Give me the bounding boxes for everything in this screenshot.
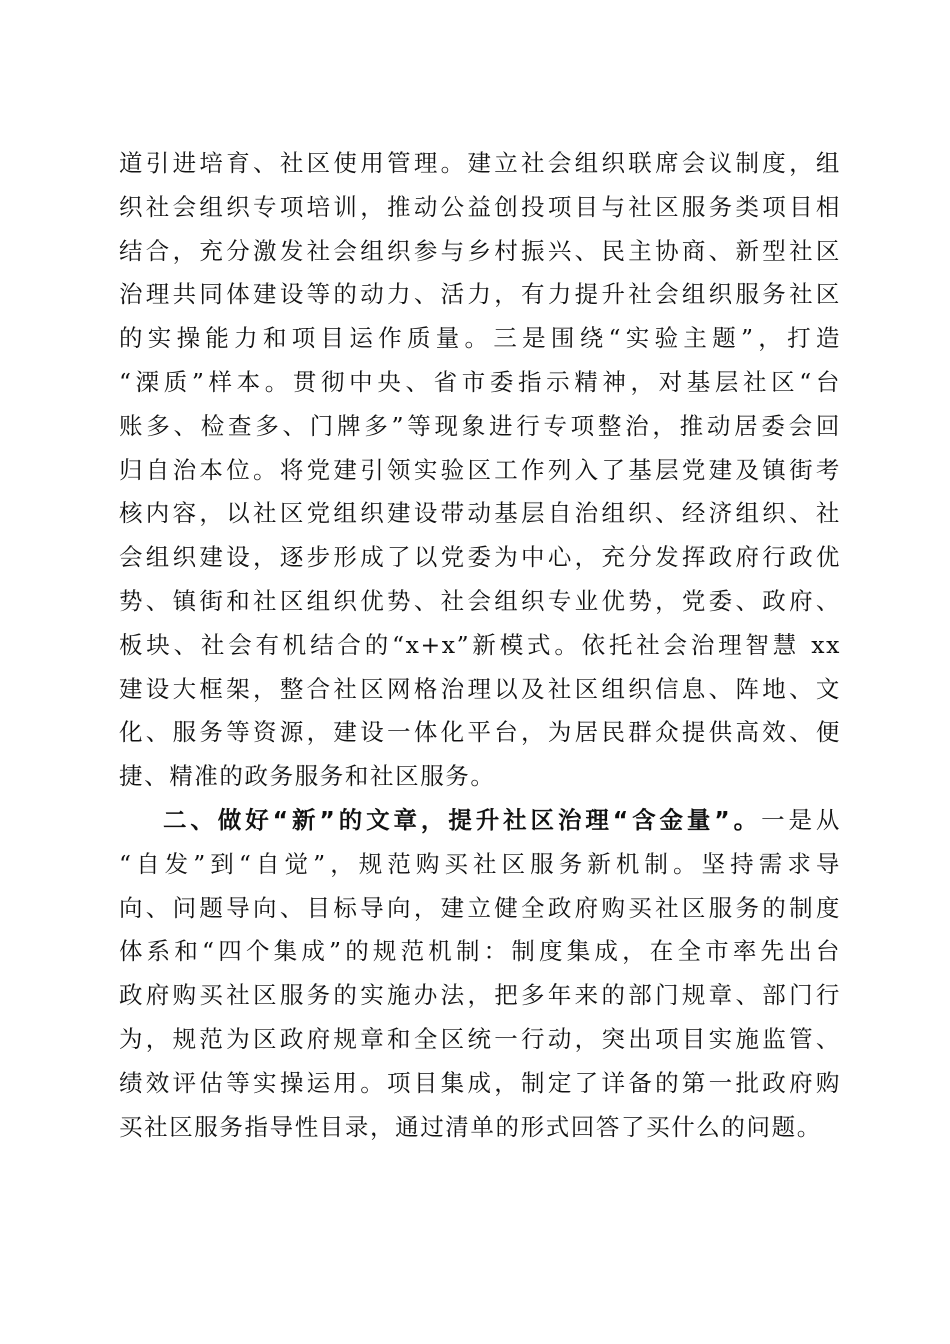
paragraph-line: 板块、社会有机结合的“x+x”新模式。依托社会治理智慧 xx: [119, 630, 841, 659]
paragraph-line: 治理共同体建设等的动力、活力，有力提升社会组织服务社区: [119, 280, 841, 309]
paragraph-line: 买社区服务指导性目录，通过清单的形式回答了买什么的问题。: [119, 1112, 822, 1141]
paragraph-line: 核内容，以社区党组织建设带动基层自治组织、经济组织、社: [119, 499, 841, 528]
paragraph-line: 为，规范为区政府规章和全区统一行动，突出项目实施监管、: [119, 1024, 841, 1053]
paragraph-line: 政府购买社区服务的实施办法，把多年来的部门规章、部门行: [119, 981, 841, 1010]
document-body: [119, 142, 841, 1149]
paragraph-line: 体系和“四个集成”的规范机制：制度集成，在全市率先出台: [119, 937, 841, 966]
section-heading-line: [119, 799, 841, 843]
paragraph-line: 账多、检查多、门牌多”等现象进行专项整治，推动居委会回: [119, 411, 841, 440]
paragraph-line: “溧质”样本。贯彻中央、省市委指示精神，对基层社区“台: [119, 367, 841, 396]
paragraph-line: 势、镇街和社区组织优势、社会组织专业优势，党委、政府、: [119, 586, 841, 615]
heading-line-rest: 一是从: [761, 805, 841, 834]
paragraph-line: 建设大框架，整合社区网格治理以及社区组织信息、阵地、文: [119, 674, 841, 703]
section-heading: 二、做好“新”的文章，提升社区治理“含金量”。: [163, 805, 762, 834]
paragraph-2: [119, 799, 841, 1149]
paragraph-line: 绩效评估等实操运用。项目集成，制定了详备的第一批政府购: [119, 1068, 841, 1097]
paragraph-line: 的实操能力和项目运作质量。三是围绕“实验主题”，打造: [119, 324, 841, 353]
paragraph-1: [119, 142, 841, 799]
paragraph-line: 织社会组织专项培训，推动公益创投项目与社区服务类项目相: [119, 192, 841, 221]
paragraph-line: 向、问题导向、目标导向，建立健全政府购买社区服务的制度: [119, 893, 841, 922]
paragraph-line: 捷、精准的政务服务和社区服务。: [119, 762, 496, 791]
paragraph-line: 化、服务等资源，建设一体化平台，为居民群众提供高效、便: [119, 718, 841, 747]
paragraph-line: 归自治本位。将党建引领实验区工作列入了基层党建及镇街考: [119, 455, 841, 484]
paragraph-line: 会组织建设，逐步形成了以党委为中心，充分发挥政府行政优: [119, 543, 841, 572]
paragraph-line: “自发”到“自觉”，规范购买社区服务新机制。坚持需求导: [119, 849, 841, 878]
paragraph-line: 道引进培育、社区使用管理。建立社会组织联席会议制度，组: [119, 149, 841, 177]
paragraph-line: 结合，充分激发社会组织参与乡村振兴、民主协商、新型社区: [119, 236, 841, 265]
